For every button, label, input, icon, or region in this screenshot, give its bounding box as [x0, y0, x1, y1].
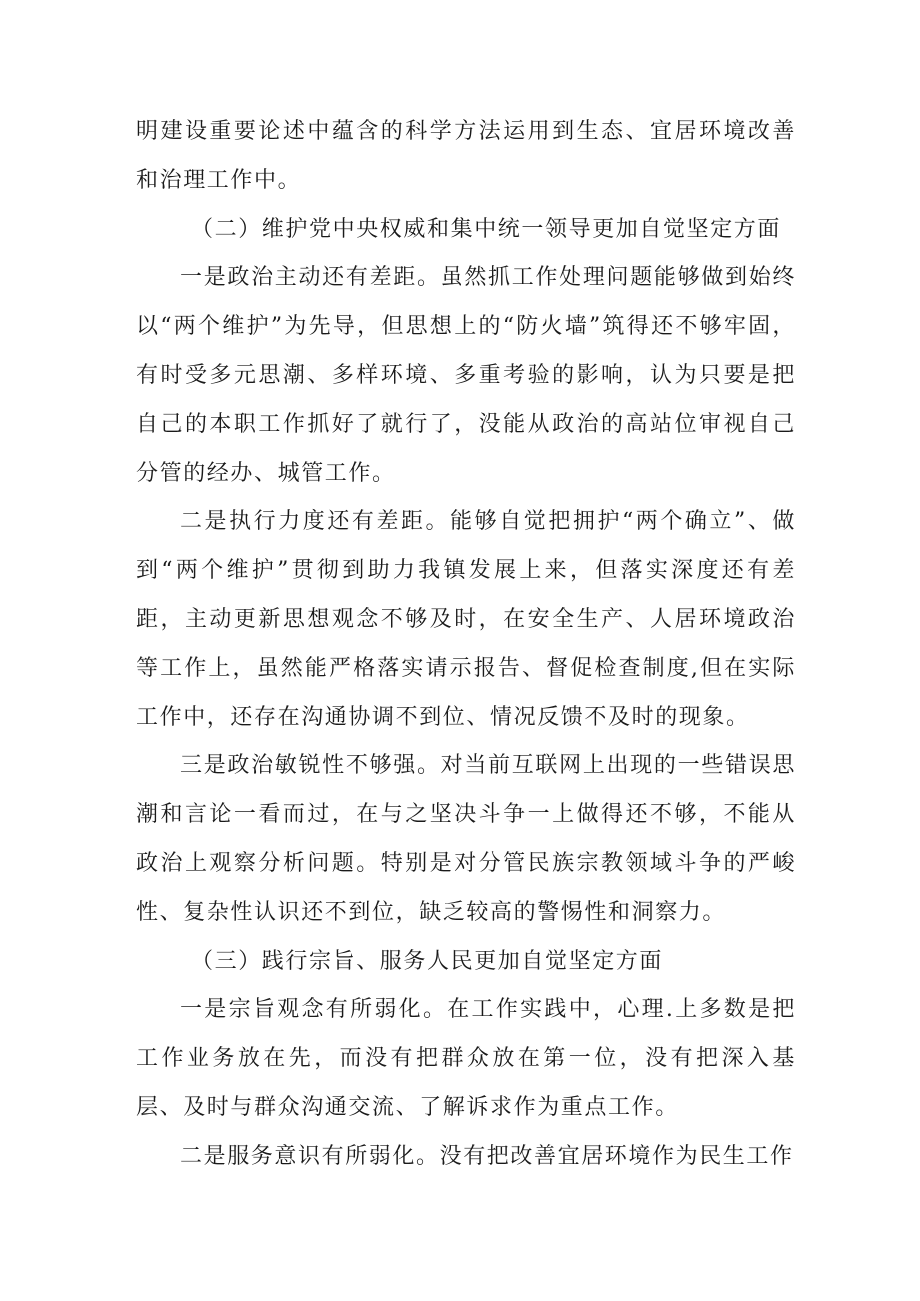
section-heading-2: （二）维护党中央权威和集中统一领导更加自觉坚定方面: [191, 216, 782, 242]
paragraph-political-sensitivity: 三是政治敏锐性不够强。对当前互联网上出现的一些错误思潮和言论一看而过，在与之坚决斗争一上做得还不够，不能从政治上观察分析问题。特别是对分管民族宗教领域斗争的严峻性、复杂性认识还不到位，缺乏较高的警惕性和洞察力。: [136, 753, 796, 925]
paragraph-continuation: 明建设重要论述中蕴含的科学方法运用到生态、宜居环境改善和治理工作中。: [136, 119, 796, 193]
document-body: [136, 108, 796, 1182]
section-heading-3: （三）践行宗旨、服务人民更加自觉坚定方面: [191, 948, 664, 974]
paragraph-service-awareness: 二是服务意识有所弱化。没有把改善宜居环境作为民生工作: [180, 1143, 794, 1169]
paragraph-purpose-concept: 一是宗旨观念有所弱化。在工作实践中，心理.上多数是把工作业务放在先，而没有把群众放在第一位，没有把深入基层、及时与群众沟通交流、了解诉求作为重点工作。: [136, 997, 796, 1120]
paragraph-execution-strength: 二是执行力度还有差距。能够自觉把拥护“两个确立”、做到“两个维护”贯彻到助力我镇发展上来，但落实深度还有差距，主动更新思想观念不够及时，在安全生产、人居环境政治等工作上，虽然能严格落实请示报告、督促检查制度,但在实际工作中，还存在沟通协调不到位、情况反馈不及时的现象。: [136, 509, 796, 730]
paragraph-political-initiative: 一是政治主动还有差距。虽然抓工作处理问题能够做到始终以“两个维护”为先导，但思想上的“防火墙”筑得还不够牢固，有时受多元思潮、多样环境、多重考验的影响，认为只要是把自己的本职工作抓好了就行了，没能从政治的高站位审视自己分管的经办、城管工作。: [136, 265, 796, 486]
